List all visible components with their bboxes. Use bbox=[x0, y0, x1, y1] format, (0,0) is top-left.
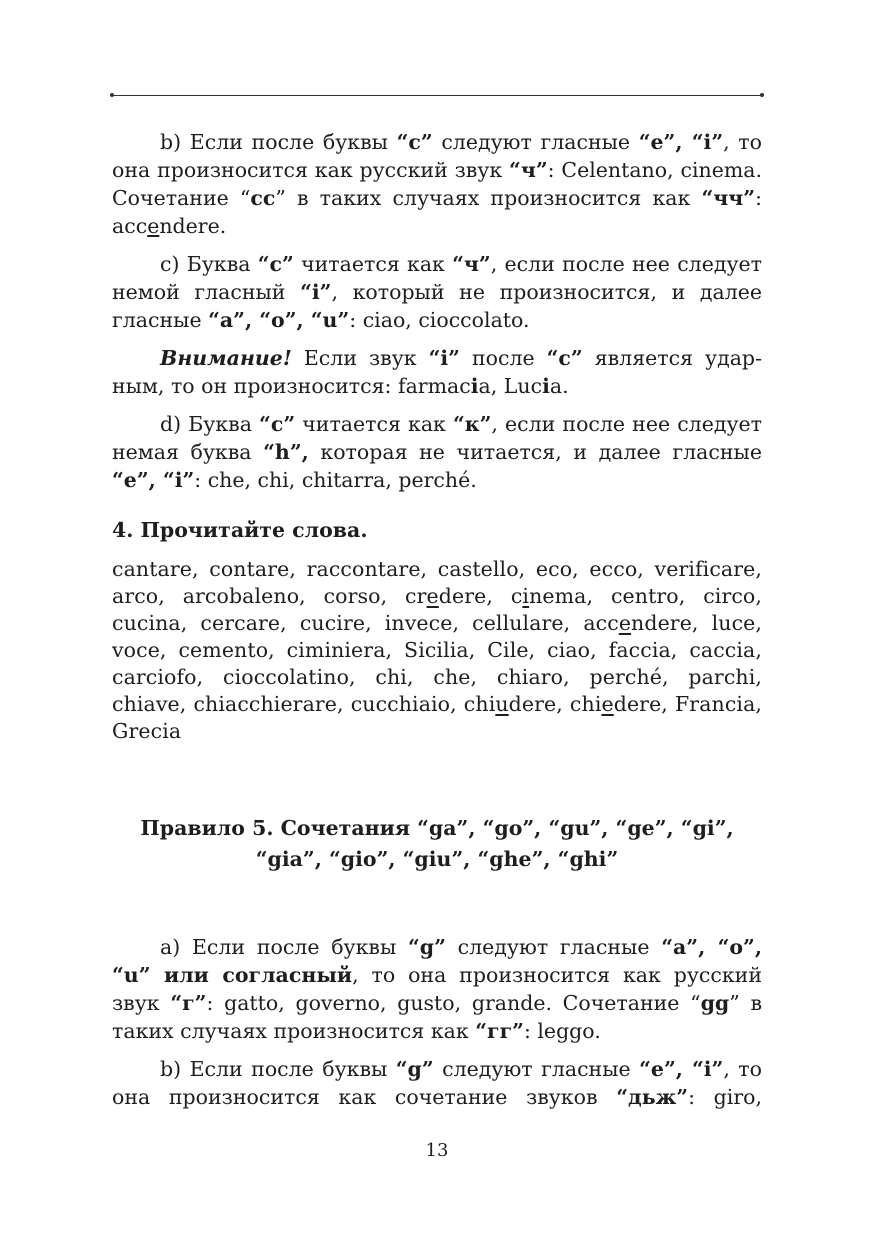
rule-c-c-paragraph: c) Буква “c” читается как “ч”, если после нее следует немой гласный “i”, который не произносится, и далее гласные “a”, “o”, “u”: ciao, cioccolato. bbox=[112, 252, 762, 332]
rule-c-d-paragraph: d) Буква “c” читается как “к”, если после нее следует немая буква “h”, которая не читается, и далее гласные “e”, “i”: che, chi, chitarra, perché. bbox=[112, 412, 762, 492]
attention-paragraph: Внимание! Если звук “i” после “c” является ударным, то он произносится: farmacia, Lucia. bbox=[112, 346, 762, 398]
header-rule bbox=[112, 95, 762, 96]
rule-5-title-line-1: Правило 5. Сочетания “ga”, “go”, “gu”, “ge”, “gi”, bbox=[140, 816, 734, 840]
exercise-title: 4. Прочитайте слова. bbox=[112, 518, 368, 542]
page-number: 13 bbox=[425, 1140, 449, 1161]
rule-5-a-paragraph: a) Если после буквы “g” следуют гласные “a”, “o”, “u” или согласный, то она произносится как русский звук “г”: gatto, governo, gusto, grande. Сочетание “gg” в таких случаях произносится как “гг”: leggo. bbox=[112, 935, 762, 1043]
exercise-word-list: cantare, contare, raccontare, castello, eco, ecco, verificare, arco, arcobaleno, corso, credere, cinema, centro, circo, cucina, cercare, cucire, invece, cellulare, accendere, luce, voce, cemento, ciminiera, Sicilia, Cile, ciao, faccia, caccia, carciofo, cioccolatino, chi, che, chiaro, perché, parchi, chiave, chiacchierare, cucchiaio, chiudere, chiedere, Francia, Grecia bbox=[112, 557, 763, 743]
rule-5-title bbox=[112, 813, 762, 875]
rule-5-title-line-2: “gia”, “gio”, “giu”, “ghe”, “ghi” bbox=[255, 847, 619, 871]
rule-c-b-paragraph: b) Если после буквы “c” следуют гласные “e”, “i”, то она произносится как русский звук “ч”: Celentano, cinema. Сочетание “cc” в таких случаях произносится как “чч”: accendere. bbox=[112, 130, 763, 238]
page-content bbox=[112, 128, 762, 1121]
rule-5-b-paragraph: b) Если после буквы “g” следуют гласные “e”, “i”, то она произносится как сочетание звуков “дьж”: giro, bbox=[112, 1057, 763, 1109]
